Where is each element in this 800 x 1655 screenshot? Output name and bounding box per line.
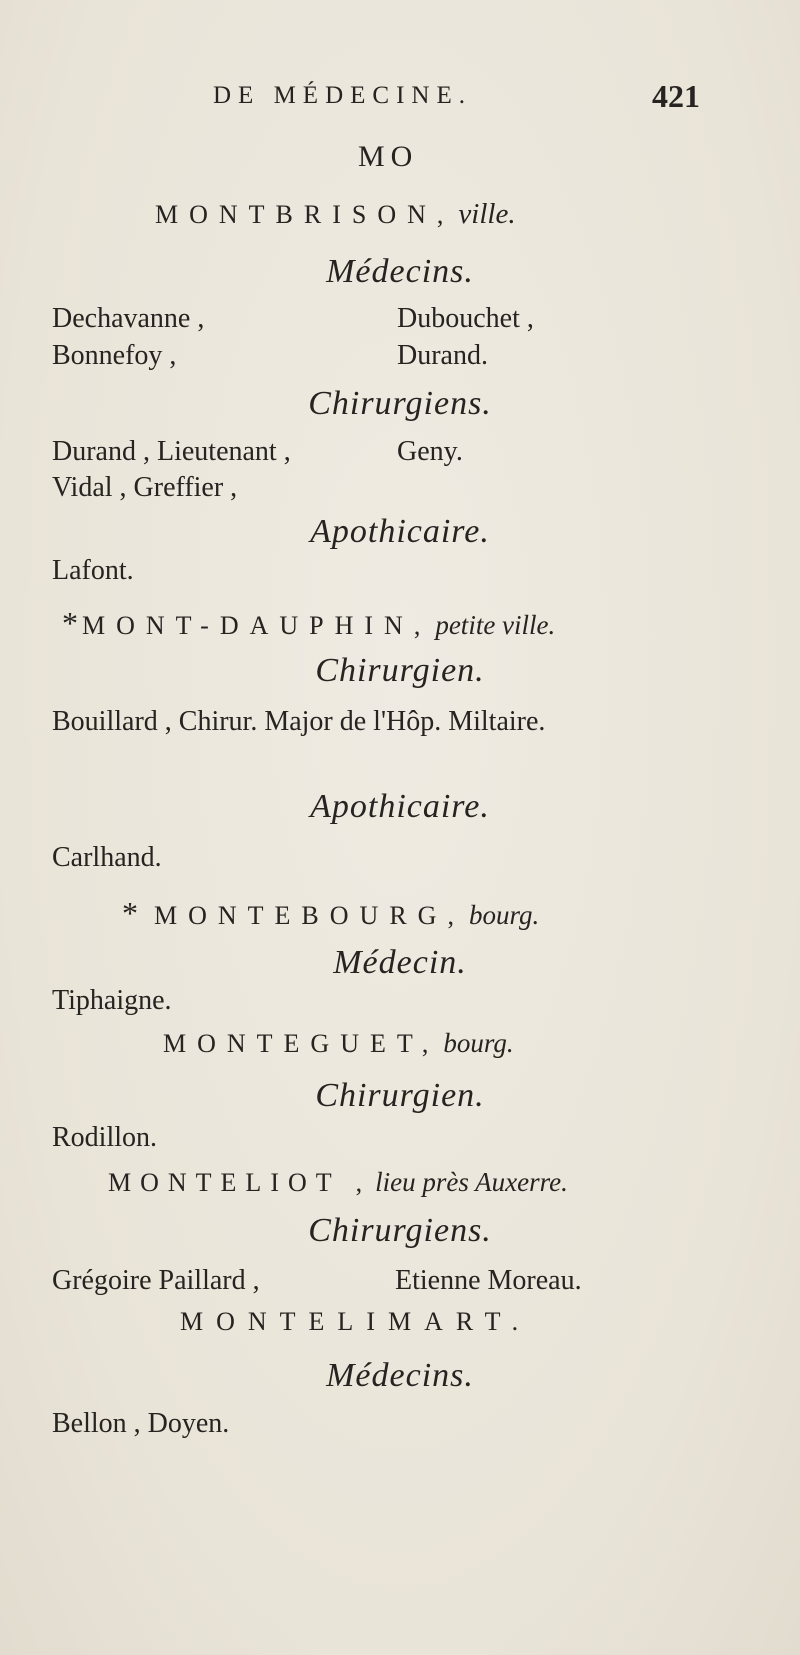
running-title: DE MÉDECINE.: [213, 82, 472, 109]
entry-line: Carlhand.: [52, 842, 162, 873]
entry-line: Vidal , Greffier ,: [52, 472, 238, 503]
town-name: MONTEGUET,: [163, 1029, 440, 1058]
town-heading: [163, 1028, 514, 1059]
town-heading: [155, 198, 516, 231]
page-number: 421: [652, 78, 700, 114]
town-heading: [122, 895, 539, 932]
entry-line: Durand.: [397, 340, 488, 371]
group-heading: Apothicaire.: [310, 788, 490, 825]
section-marker: MO: [358, 140, 419, 173]
town-qualifier: bourg.: [468, 900, 540, 930]
entry-line: Tiphaigne.: [52, 985, 172, 1016]
entry-line: Bouillard , Chirur. Major de l'Hôp. Miltaire.: [52, 706, 546, 737]
town-name: MONTELIOT ,: [108, 1168, 372, 1197]
group-heading: Chirurgiens.: [308, 1212, 492, 1249]
entry-line: Dubouchet ,: [397, 303, 534, 334]
entry-line: Grégoire Paillard ,: [52, 1265, 260, 1296]
group-heading: Apothicaire.: [310, 513, 490, 550]
entry-line: Lafont.: [52, 555, 134, 586]
town-name: MONTEBOURG,: [154, 901, 465, 930]
entry-line: Bellon , Doyen.: [52, 1408, 230, 1439]
town-name: MONTBRISON,: [155, 200, 455, 229]
group-heading: Chirurgien.: [315, 1077, 485, 1114]
entry-line: Durand , Lieutenant ,: [52, 436, 291, 467]
town-name: MONTELIMART.: [180, 1307, 532, 1336]
group-heading: Médecins.: [326, 253, 474, 290]
group-heading: Médecins.: [326, 1357, 474, 1394]
town-qualifier: lieu près Auxerre.: [375, 1167, 568, 1197]
town-name: MONT-DAUPHIN,: [82, 611, 432, 640]
entry-line: Etienne Moreau.: [395, 1265, 582, 1296]
group-heading: Médecin.: [333, 944, 467, 981]
entry-line: Dechavanne ,: [52, 303, 205, 334]
group-heading: Chirurgiens.: [308, 385, 492, 422]
entry-line: Geny.: [397, 436, 463, 467]
entry-asterisk: *: [62, 605, 78, 641]
entry-line: Bonnefoy ,: [52, 340, 177, 371]
town-qualifier: petite ville.: [435, 610, 556, 640]
entry-line: Rodillon.: [52, 1122, 158, 1153]
town-heading: [62, 605, 555, 642]
town-qualifier: bourg.: [443, 1028, 514, 1058]
group-heading: Chirurgien.: [315, 652, 485, 689]
town-heading: [108, 1167, 568, 1198]
town-heading: [180, 1307, 531, 1337]
town-qualifier: ville.: [458, 198, 516, 230]
entry-asterisk: *: [122, 895, 138, 931]
